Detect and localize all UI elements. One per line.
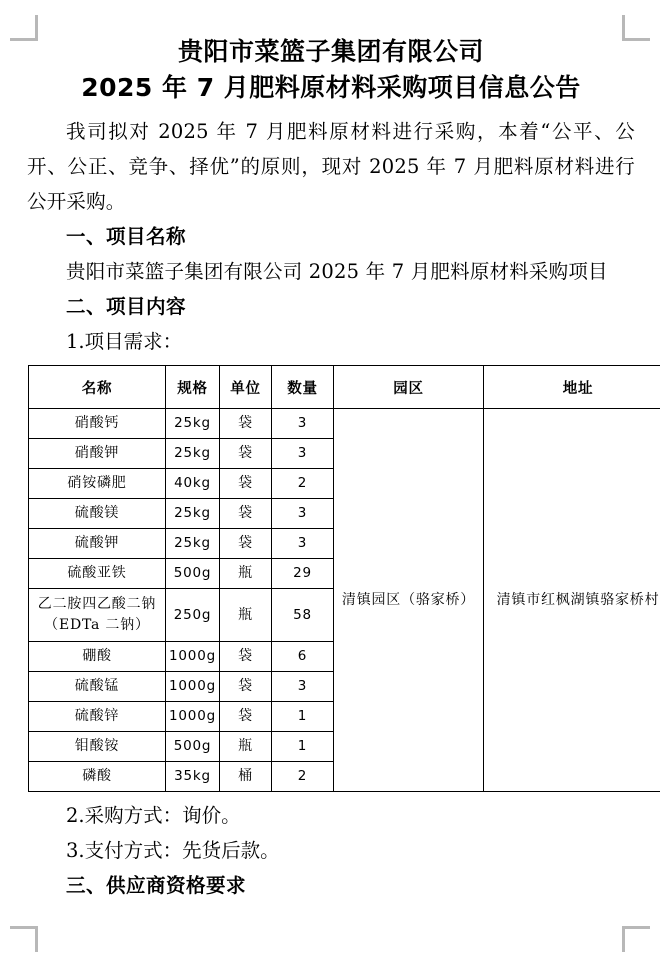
cell-name: 硫酸亚铁 (29, 559, 166, 589)
cell-name: 硝铵磷肥 (29, 469, 166, 499)
item-label-method: 2.采购方式：询价。 (66, 804, 241, 827)
cell-spec: 250g (166, 589, 220, 642)
column-header-name: 名称 (29, 366, 166, 409)
table-row (29, 409, 660, 439)
title-line-1: 贵阳市菜篮子集团有限公司 (177, 37, 484, 66)
requirements-table (28, 365, 660, 792)
cell-spec: 25kg (166, 439, 220, 469)
column-header-unit: 单位 (220, 366, 272, 409)
cell-spec: 40kg (166, 469, 220, 499)
table-body (29, 409, 660, 792)
table-header (29, 366, 660, 409)
cell-spec: 35kg (166, 762, 220, 792)
cell-unit: 瓶 (220, 589, 272, 642)
cell-spec: 1000g (166, 672, 220, 702)
cell-park-merged: 清镇园区（骆家桥） (334, 409, 484, 792)
cell-spec: 25kg (166, 499, 220, 529)
cell-spec: 25kg (166, 529, 220, 559)
cell-unit: 袋 (220, 409, 272, 439)
cell-qty: 3 (272, 529, 334, 559)
cell-unit: 袋 (220, 642, 272, 672)
section-heading-2: 二、项目内容 (66, 295, 187, 318)
cell-qty: 58 (272, 589, 334, 642)
cell-unit: 袋 (220, 439, 272, 469)
intro-paragraph: 我司拟对 2025 年 7 月肥料原材料进行采购，本着“公平、公开、公正、竞争、择优”的原则，现对 2025 年 7 月肥料原材料进行公开采购。 (27, 120, 635, 213)
cell-unit: 袋 (220, 469, 272, 499)
crop-mark-bottom-left (10, 926, 38, 952)
cell-spec: 1000g (166, 702, 220, 732)
column-header-address: 地址 (484, 366, 660, 409)
cell-unit: 瓶 (220, 559, 272, 589)
item-label-payment: 3.支付方式：先货后款。 (66, 839, 280, 862)
cell-qty: 1 (272, 732, 334, 762)
section-heading-1: 一、项目名称 (66, 225, 187, 248)
cell-name: 磷酸 (29, 762, 166, 792)
cell-qty: 3 (272, 439, 334, 469)
cell-spec: 25kg (166, 409, 220, 439)
cell-address-merged: 清镇市红枫湖镇骆家桥村 (484, 409, 660, 792)
cell-qty: 2 (272, 762, 334, 792)
cell-qty: 3 (272, 409, 334, 439)
cell-name: 硫酸钾 (29, 529, 166, 559)
cell-qty: 3 (272, 499, 334, 529)
section-heading-3: 三、供应商资格要求 (66, 874, 247, 897)
cell-qty: 2 (272, 469, 334, 499)
column-header-qty: 数量 (272, 366, 334, 409)
cell-spec: 500g (166, 559, 220, 589)
cell-unit: 瓶 (220, 732, 272, 762)
cell-unit: 袋 (220, 672, 272, 702)
column-header-park: 园区 (334, 366, 484, 409)
cell-name: 硝酸钙 (29, 409, 166, 439)
page-title (27, 34, 635, 106)
cell-qty: 29 (272, 559, 334, 589)
cell-qty: 3 (272, 672, 334, 702)
cell-qty: 6 (272, 642, 334, 672)
cell-name: 硫酸锰 (29, 672, 166, 702)
crop-mark-bottom-right (622, 926, 650, 952)
cell-spec: 1000g (166, 642, 220, 672)
table-header-row (29, 366, 660, 409)
cell-name: 硝酸钾 (29, 439, 166, 469)
cell-unit: 袋 (220, 529, 272, 559)
cell-name: 硼酸 (29, 642, 166, 672)
cell-qty: 1 (272, 702, 334, 732)
cell-unit: 袋 (220, 702, 272, 732)
cell-unit: 袋 (220, 499, 272, 529)
item-label-requirements: 1.项目需求： (66, 330, 183, 353)
section-body-1: 贵阳市菜篮子集团有限公司 2025 年 7 月肥料原材料采购项目 (66, 260, 608, 283)
cell-spec: 500g (166, 732, 220, 762)
title-line-2: 2025 年 7 月肥料原材料采购项目信息公告 (81, 73, 581, 102)
column-header-spec: 规格 (166, 366, 220, 409)
cell-name: 钼酸铵 (29, 732, 166, 762)
cell-name: 乙二胺四乙酸二钠（EDTa 二钠） (29, 589, 166, 642)
document-content (27, 34, 660, 903)
cell-name: 硫酸锌 (29, 702, 166, 732)
cell-name: 硫酸镁 (29, 499, 166, 529)
cell-unit: 桶 (220, 762, 272, 792)
